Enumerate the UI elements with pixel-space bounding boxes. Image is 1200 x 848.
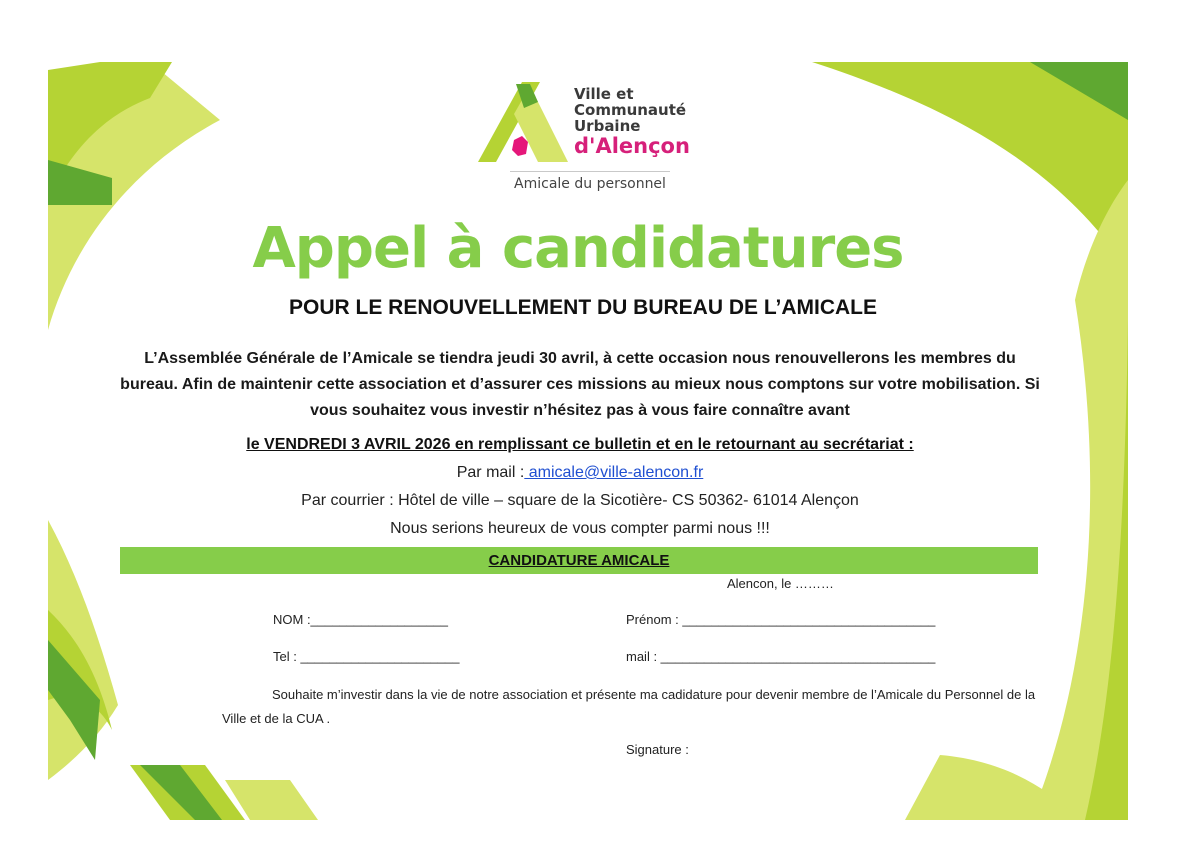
intro-paragraph: L’Assemblée Générale de l’Amicale se tiendra jeudi 30 avril, à cette occasion nous renouvellerons les membres du bureau. Afin de maintenir cette association et d’assurer ces missions au mieux nous comptons sur votre mobilisation. Si vous souhaitez vous investir n’hésitez pas à vous faire connaître avant bbox=[120, 350, 1040, 419]
nom-field: NOM :___________________ bbox=[273, 612, 448, 627]
page-subtitle: POUR LE RENOUVELLEMENT DU BUREAU DE L’AMICALE bbox=[288, 296, 878, 319]
page-title: Appel à candidatures bbox=[252, 216, 904, 281]
form-title-band bbox=[120, 547, 1038, 574]
logo-divider bbox=[510, 171, 670, 172]
candidature-statement: Souhaite m’investir dans la vie de notre association et présente ma cadidature pour devenir membre de l’Amicale du Personnel de la Ville et de la CUA . bbox=[222, 687, 1036, 726]
logo-mark-icon bbox=[478, 82, 574, 164]
contact-post: Par courrier : Hôtel de ville – square de la Sicotière- CS 50362- 61014 Alençon bbox=[301, 492, 859, 509]
form-title: CANDIDATURE AMICALE bbox=[488, 552, 670, 569]
mail-field: mail : ______________________________________ bbox=[626, 649, 936, 664]
deadline-text: le VENDREDI 3 AVRIL 2026 en remplissant ce bulletin et en le retournant au secrétariat : bbox=[246, 436, 914, 453]
logo-subtitle: Amicale du personnel bbox=[514, 176, 666, 192]
logo-line-1: Ville et bbox=[574, 85, 634, 103]
signature-field: Signature : bbox=[626, 742, 689, 757]
contact-thanks: Nous serions heureux de vous compter parmi nous !!! bbox=[390, 520, 770, 537]
contact-mail-label: Par mail : bbox=[456, 464, 525, 481]
place-date-field: Alencon, le ……… bbox=[727, 576, 834, 591]
logo-line-3: Urbaine bbox=[574, 117, 641, 135]
prenom-field: Prénom : ___________________________________ bbox=[626, 612, 936, 627]
logo-line-2: Communauté bbox=[574, 101, 687, 119]
logo-wordmark bbox=[574, 86, 690, 158]
contact-mail bbox=[0, 464, 1160, 482]
logo-line-4: d'Alençon bbox=[574, 134, 690, 158]
mail-link[interactable]: amicale@ville-alencon.fr bbox=[524, 464, 704, 481]
tel-field: Tel : ______________________ bbox=[273, 649, 460, 664]
